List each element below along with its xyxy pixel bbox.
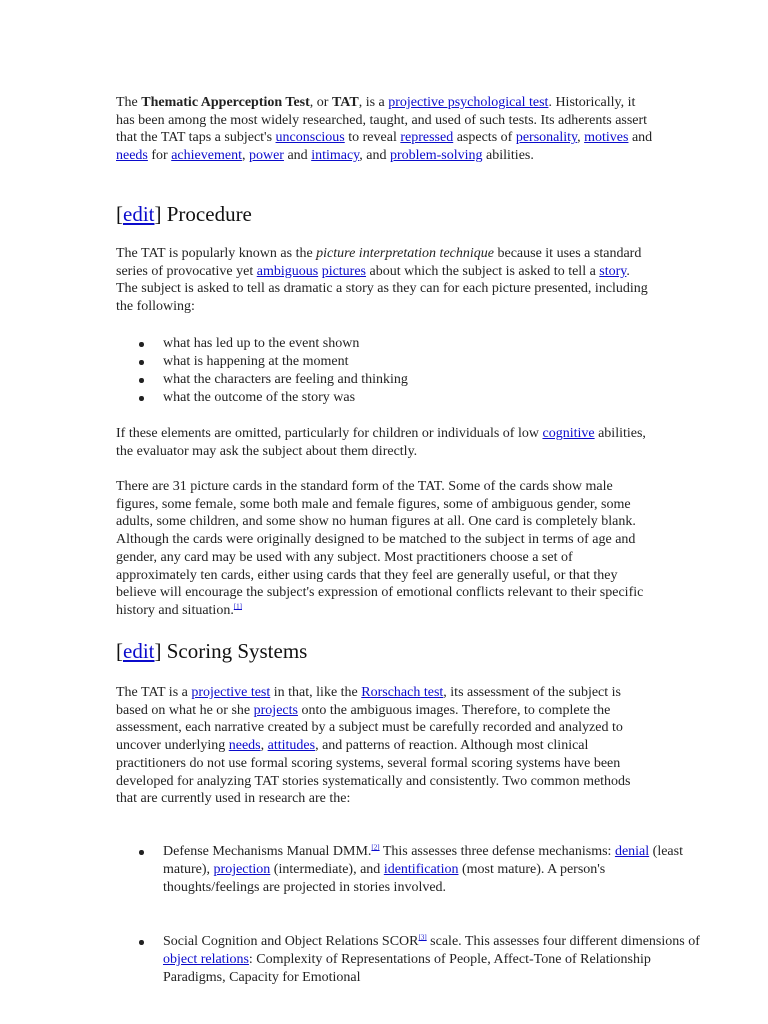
procedure-paragraph-1: [116, 245, 654, 316]
intro-paragraph: [116, 94, 654, 165]
procedure-bullet-list: [116, 335, 703, 407]
link-achievement[interactable]: achievement: [171, 148, 242, 164]
link-motives[interactable]: motives: [584, 130, 629, 146]
body-text: , and patterns of reaction. Although most clinical practitioners do not use formal scoring systems, several formal scoring systems have been developed for analyzing TAT stories systematically and consistently. Two common methods that are currently used in research are the:: [116, 738, 631, 807]
link-projective-psychological-test[interactable]: projective psychological test: [388, 95, 549, 110]
body-text: ,: [260, 738, 268, 754]
intro-text: The: [116, 95, 142, 110]
link-personality[interactable]: personality: [515, 130, 578, 146]
intro-text: for: [147, 148, 172, 164]
scoring-bullet-list-1: [116, 843, 703, 897]
intro-text: ,: [241, 148, 249, 164]
body-text: abilities, the evaluator may ask the subject about them directly.: [116, 426, 646, 459]
link-pictures[interactable]: pictures: [321, 263, 367, 279]
link-needs[interactable]: needs: [116, 148, 148, 164]
intro-text: abilities.: [482, 148, 534, 164]
link-attitudes[interactable]: attitudes: [267, 738, 316, 754]
bracket-open: [: [116, 639, 123, 663]
procedure-paragraph-2: [116, 425, 654, 460]
heading-scoring-systems: [116, 639, 307, 663]
list-item: [163, 933, 703, 987]
reference-link-3[interactable]: [3]: [418, 933, 427, 942]
body-text: : Complexity of Representations of People, Affect-Tone of Relationship Paradigms, Capacity for Emotional: [163, 952, 651, 985]
intro-text: , and: [359, 148, 390, 164]
procedure-paragraph-3: [116, 478, 654, 620]
link-denial[interactable]: denial: [614, 844, 650, 859]
list-item: [163, 843, 703, 897]
body-text: This assesses three defense mechanisms:: [379, 844, 615, 859]
list-item: what has led up to the event shown: [163, 335, 703, 353]
link-rorschach-test[interactable]: Rorschach test: [361, 685, 444, 700]
heading-text: Procedure: [161, 202, 252, 226]
link-unconscious[interactable]: unconscious: [275, 130, 345, 146]
bracket-close: ]: [154, 639, 162, 663]
link-object-relations[interactable]: object relations: [163, 952, 249, 967]
list-item: what is happening at the moment: [163, 353, 703, 371]
intro-text: aspects of: [453, 130, 516, 146]
body-text: (least mature),: [163, 844, 683, 877]
body-text: (most mature). A person's thoughts/feelings are projected in stories involved.: [163, 862, 606, 895]
body-text: about which the subject is asked to tell a: [366, 263, 600, 279]
list-item: what the outcome of the story was: [163, 389, 703, 407]
link-problem-solving[interactable]: problem-solving: [389, 148, 483, 164]
body-text: scale. This assesses four different dimensions of: [426, 934, 700, 949]
body-text: The TAT is popularly known as the: [116, 246, 317, 261]
body-text: Defense Mechanisms Manual DMM.: [163, 844, 372, 859]
body-text: (intermediate), and: [270, 862, 384, 877]
link-identification[interactable]: identification: [383, 862, 459, 877]
link-projection[interactable]: projection: [213, 862, 271, 877]
link-intimacy[interactable]: intimacy: [311, 148, 360, 164]
body-text: onto the ambiguous images. Therefore, to complete the assessment, each narrative created by a subject must be carefully recorded and analyzed to uncover underlying: [116, 702, 623, 754]
body-text: There are 31 picture cards in the standard form of the TAT. Some of the cards show male figures, some female, some both male and female figures, some of ambiguous gender, some adults, some children, and some show no human figures at all. One card is completely blank. Although the cards were originally designed to be matched to the subject in terms of age and gender, any card may be used with any subject. Most practitioners choose a set of approximately ten cards, either using cards that they feel are generally useful, or that they believe will encourage the subject's expression of emotional conflicts relevant to their specific history and situation.: [116, 479, 644, 618]
reference-link-1[interactable]: [1]: [233, 602, 242, 611]
intro-text: ,: [577, 130, 585, 146]
body-text: If these elements are omitted, particularly for children or individuals of low: [116, 426, 543, 441]
intro-text: and: [628, 130, 653, 146]
edit-link-scoring-systems[interactable]: edit: [123, 639, 155, 663]
body-text: Social Cognition and Object Relations SCOR: [163, 934, 419, 949]
reference-link-2[interactable]: [2]: [371, 843, 380, 852]
intro-text: , is a: [358, 95, 389, 110]
link-needs[interactable]: needs: [228, 738, 261, 754]
term-tat: TAT: [331, 95, 359, 110]
bracket-close: ]: [154, 202, 162, 226]
intro-text: , or: [309, 95, 332, 110]
link-ambiguous[interactable]: ambiguous: [256, 263, 319, 279]
link-projective-test[interactable]: projective test: [191, 685, 271, 700]
link-story[interactable]: story: [599, 263, 627, 279]
bracket-open: [: [116, 202, 123, 226]
intro-text: . Historically, it has been among the most widely researched, taught, and used of such tests. Its adherents assert that the TAT taps a subject's: [116, 95, 648, 146]
body-text: . The subject is asked to tell as dramatic a story as they can for each picture presented, including the following:: [116, 263, 648, 315]
link-repressed[interactable]: repressed: [400, 130, 454, 146]
link-cognitive[interactable]: cognitive: [542, 426, 595, 441]
list-item: what the characters are feeling and thinking: [163, 371, 703, 389]
body-text: , its assessment of the subject is based on what he or she: [116, 685, 621, 718]
scoring-bullet-list-2: [116, 933, 703, 987]
heading-procedure: [116, 202, 252, 226]
intro-text: to reveal: [344, 130, 401, 146]
scoring-paragraph-1: [116, 684, 654, 808]
intro-text: and: [283, 148, 312, 164]
italic-term: picture interpretation technique: [316, 246, 494, 261]
link-power[interactable]: power: [248, 148, 284, 164]
link-projects[interactable]: projects: [253, 702, 298, 718]
body-text: The TAT is a: [116, 685, 192, 700]
term-thematic-apperception-test: Thematic Apperception Test: [141, 95, 310, 110]
heading-text: Scoring Systems: [161, 639, 308, 663]
edit-link-procedure[interactable]: edit: [123, 202, 155, 226]
body-text: because it uses a standard series of provocative yet: [116, 246, 642, 279]
body-text: in that, like the: [270, 685, 362, 700]
